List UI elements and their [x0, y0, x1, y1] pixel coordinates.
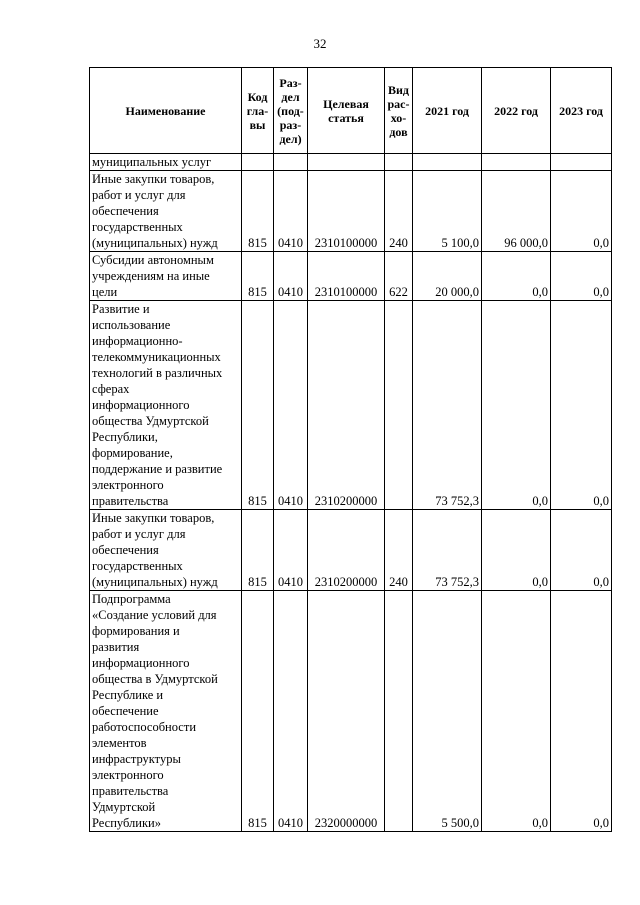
header-section: Раз- дел (под- раз- дел): [274, 68, 308, 154]
header-chapter-code: Код гла- вы: [242, 68, 274, 154]
cell-chapter-code: 815: [242, 252, 274, 301]
cell-name: Иные закупки товаров, работ и услуг для обеспечения государственных (муниципальных) нужд: [90, 171, 242, 252]
cell-2023: [551, 154, 612, 171]
budget-table: [89, 67, 612, 832]
cell-name: Подпрограмма «Создание условий для формирования и развития информационного общества в Удмуртской Республике и обеспечение работоспособности элементов инфраструктуры электронного правительства Удмуртской Республики»: [90, 591, 242, 832]
cell-2023: 0,0: [551, 252, 612, 301]
header-2021: 2021 год: [413, 68, 482, 154]
cell-chapter-code: [242, 154, 274, 171]
cell-2023: 0,0: [551, 301, 612, 510]
cell-2022: 0,0: [482, 591, 551, 832]
cell-2022: 0,0: [482, 301, 551, 510]
cell-target-article: 2310200000: [308, 301, 385, 510]
cell-expense-type: 240: [385, 171, 413, 252]
page-number: 32: [313, 36, 327, 51]
header-expense-type: Вид рас- хо- дов: [385, 68, 413, 154]
cell-chapter-code: 815: [242, 171, 274, 252]
cell-section: 0410: [274, 510, 308, 591]
table-header-row: [90, 68, 612, 154]
cell-2023: 0,0: [551, 171, 612, 252]
cell-name: Субсидии автономным учреждениям на иные цели: [90, 252, 242, 301]
cell-target-article: [308, 154, 385, 171]
cell-name: Иные закупки товаров, работ и услуг для обеспечения государственных (муниципальных) нужд: [90, 510, 242, 591]
header-name: Наименование: [90, 68, 242, 154]
cell-name: Развитие и использование информационно- телекоммуникационных технологий в различных сферах информационного общества Удмуртской Республики, формирование, поддержание и развитие электронного правительства: [90, 301, 242, 510]
cell-target-article: 2310100000: [308, 171, 385, 252]
cell-section: 0410: [274, 252, 308, 301]
cell-section: [274, 154, 308, 171]
cell-expense-type: [385, 301, 413, 510]
cell-expense-type: 240: [385, 510, 413, 591]
header-2023: 2023 год: [551, 68, 612, 154]
cell-expense-type: 622: [385, 252, 413, 301]
cell-2023: 0,0: [551, 591, 612, 832]
cell-2022: 0,0: [482, 252, 551, 301]
cell-target-article: 2310200000: [308, 510, 385, 591]
header-target-article: Целевая статья: [308, 68, 385, 154]
cell-2022: [482, 154, 551, 171]
table-row: [90, 591, 612, 832]
cell-2021: 5 500,0: [413, 591, 482, 832]
cell-2021: 73 752,3: [413, 301, 482, 510]
table-row: [90, 510, 612, 591]
header-2022: 2022 год: [482, 68, 551, 154]
cell-chapter-code: 815: [242, 510, 274, 591]
cell-chapter-code: 815: [242, 591, 274, 832]
cell-expense-type: [385, 154, 413, 171]
cell-target-article: 2320000000: [308, 591, 385, 832]
cell-2023: 0,0: [551, 510, 612, 591]
table-row: [90, 301, 612, 510]
cell-2021: 20 000,0: [413, 252, 482, 301]
cell-2021: 73 752,3: [413, 510, 482, 591]
cell-section: 0410: [274, 591, 308, 832]
cell-target-article: 2310100000: [308, 252, 385, 301]
cell-expense-type: [385, 591, 413, 832]
table-row: [90, 252, 612, 301]
cell-2022: 0,0: [482, 510, 551, 591]
table-row: [90, 171, 612, 252]
cell-2022: 96 000,0: [482, 171, 551, 252]
cell-section: 0410: [274, 171, 308, 252]
cell-section: 0410: [274, 301, 308, 510]
cell-chapter-code: 815: [242, 301, 274, 510]
table-row: [90, 154, 612, 171]
cell-2021: 5 100,0: [413, 171, 482, 252]
cell-name: муниципальных услуг: [90, 154, 242, 171]
cell-2021: [413, 154, 482, 171]
